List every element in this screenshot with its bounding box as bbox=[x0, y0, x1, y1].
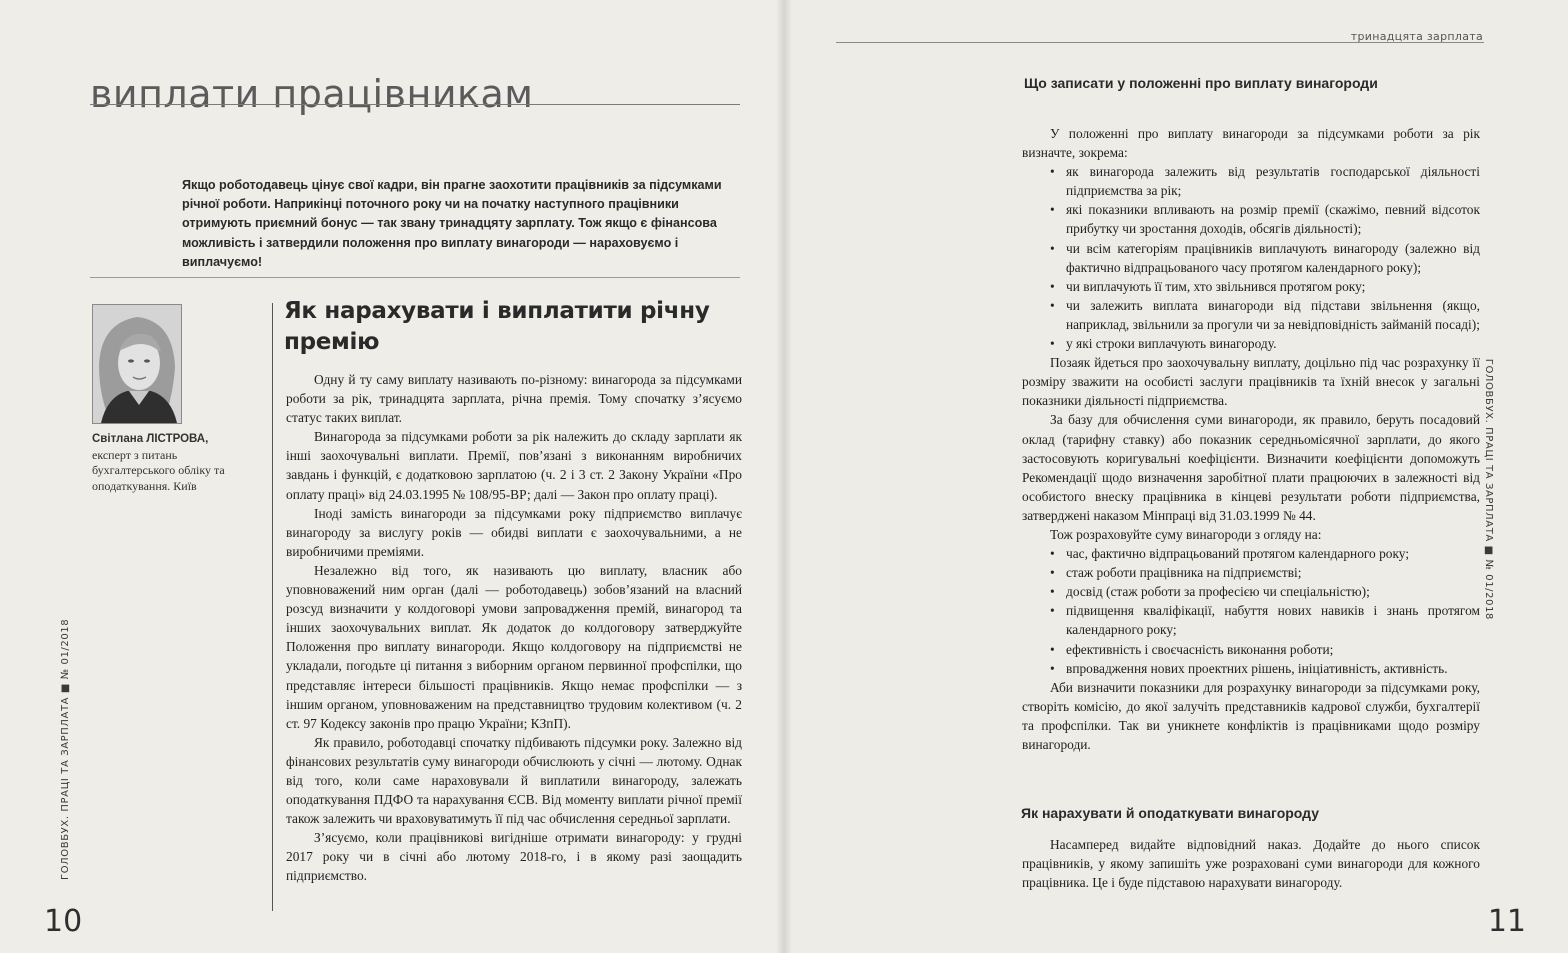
list-item: • підвищення кваліфікації, набуття нових навиків і знань протягом календарного року; bbox=[1022, 601, 1480, 639]
author-photo bbox=[92, 304, 182, 424]
column-divider bbox=[272, 303, 273, 911]
article-body-left bbox=[286, 370, 742, 886]
body-paragraph: Одну й ту саму виплату називають по-різному: винагорода за підсумками роботи за рік, тринадцята зарплата, річна премія. Тому спочатку з’ясуємо статус таких виплат. bbox=[286, 372, 742, 426]
body-paragraph: Насамперед видайте відповідний наказ. Додайте до нього список працівників, у якому запишіть уже розраховані суми винагороди для кожного працівника. Це і буде підставою нарахувати винагороду. bbox=[1022, 837, 1480, 891]
page-number: 10 bbox=[44, 904, 83, 939]
author-portrait-image bbox=[93, 305, 181, 423]
header-divider bbox=[836, 42, 1484, 43]
conditions-list bbox=[1022, 162, 1480, 353]
list-item: • чи виплачують її тим, хто звільнився протягом року; bbox=[1022, 277, 1480, 296]
author-description: експерт з питань бухгалтерського обліку та оподаткування. Київ bbox=[92, 447, 225, 493]
body-paragraph: З’ясуємо, коли працівникові вигідніше отримати винагороду: у грудні 2017 року чи в січні або лютому 2018-го, і в якому разі заощадить підприємство. bbox=[286, 830, 742, 884]
title-divider bbox=[90, 104, 740, 105]
subheading: Що записати у положенні про виплату винагороди bbox=[1024, 75, 1378, 91]
list-item: • які показники впливають на розмір премії (скажімо, певний відсоток прибутку чи зростання доходів, обсягів діяльності); bbox=[1022, 200, 1480, 238]
body-paragraph: Винагорода за підсумками роботи за рік належить до складу зарплати як інші заохочувальні виплати. Премії, пов’язані з виконанням виробничих завдань і функцій, є додатковою зарплатою (ч. 2 і 3 ст. 2 Закону України «Про оплату праці» від 24.03.1995 № 108/95-ВР; далі — Закон про оплату праці). bbox=[286, 429, 742, 502]
body-paragraph: Позаяк йдеться про заохочувальну виплату, доцільно під час розрахунку її розміру зважити на особисті заслуги працівників та їхній внесок у загальні показники діяльності підприємства. bbox=[1022, 355, 1480, 409]
journal-name-vertical: ГОЛОВБУХ. ПРАЦІ ТА ЗАРПЛАТА ■ № 01/2018 bbox=[1483, 358, 1494, 620]
journal-name-vertical: ГОЛОВБУХ. ПРАЦІ ТА ЗАРПЛАТА ■ № 01/2018 bbox=[60, 618, 71, 880]
list-item: • як винагорода залежить від результатів господарської діяльності підприємства за рік; bbox=[1022, 162, 1480, 200]
article-body-right-end bbox=[1022, 835, 1480, 892]
page-number: 11 bbox=[1487, 904, 1526, 939]
body-paragraph: Іноді замість винагороди за підсумками року підприємство виплачує винагороду за вислугу років — обидві виплати є заохочувальними, а не виробничими преміями. bbox=[286, 505, 742, 559]
lead-divider bbox=[90, 277, 740, 278]
lead-paragraph bbox=[182, 176, 730, 272]
body-paragraph: За базу для обчислення суми винагороди, як правило, беруть посадовий оклад (тарифну ставку) або показник середньомісячної зарплати, до якого застосовують коригувальні коефіцієнти. Визначити коефіцієнти допоможуть Рекомендації щодо визначення заробітної плати працюючих в залежності від особистого внеску працівника в кінцеві результати роботи підприємства, затверджені наказом Мінпраці від 31.03.1999 № 44. bbox=[1022, 412, 1480, 523]
list-item: • чи залежить виплата винагороди від підстави звільнення (якщо, наприклад, звільнили за прогули чи за невідповідність займаній посаді); bbox=[1022, 296, 1480, 334]
body-paragraph: Аби визначити показники для розрахунку винагороди за підсумками року, створіть комісію, до якої залучіть представників кадрової служби, бухгалтерії та профспілки. Так ви уникнете конфліктів із працівниками щодо розміру винагороди. bbox=[1022, 679, 1480, 752]
list-item: • досвід (стаж роботи за професією чи спеціальністю); bbox=[1022, 582, 1480, 601]
body-paragraph: Незалежно від того, як називають цю виплату, власник або уповноважений ним орган (далі — роботодавець) зобов’язаний на власний розсуд визначити у колдоговорі умови запровадження премій, винагород та інших заохочувальних виплат. Як додаток до колдоговору затверджуйте Положення про виплату винагороди. Якщо колдоговору на підприємстві не укладали, погодьте ці питання з виборним органом первинної профспілки, що представляє інтереси більшості працівників. Якщо немає профспілки — з іншим органом, уповноваженим на представництво трудовим колективом (ч. 2 ст. 97 Кодексу законів про працю України; КЗпП). bbox=[286, 562, 742, 731]
lead-text: Якщо роботодавець цінує свої кадри, він прагне заохотити працівників за підсумками річної роботи. Наприкінці поточного року чи на початку наступного працівники отримують приємний бонус — так звану тринадцяту зарплату. Тож якщо є фінансова можливість і затвердили положення про виплату винагороди — нараховуємо і виплачуємо! bbox=[182, 178, 722, 269]
list-item: • ефективність і своєчасність виконання роботи; bbox=[1022, 640, 1480, 659]
subheading: Як нарахувати й оподаткувати винагороду bbox=[1021, 805, 1320, 821]
section-title: виплати працівникам bbox=[90, 72, 534, 116]
body-paragraph: Тож розраховуйте суму винагороди з огляду на: bbox=[1050, 526, 1322, 542]
book-spine-shadow bbox=[776, 0, 792, 953]
list-item: • стаж роботи працівника на підприємстві; bbox=[1022, 563, 1480, 582]
body-paragraph: У положенні про виплату винагороди за підсумками роботи за рік визначте, зокрема: bbox=[1022, 126, 1480, 161]
body-paragraph: Як правило, роботодавці спочатку підбивають підсумки року. Залежно від фінансових результатів суму винагороди обчислюють у січні — лютому. Однак від того, коли саме нараховували й виплатили винагороду, залежать оподаткування ПДФО та нарахування ЄСВ. Від моменту виплати річної премії також залежить чи враховуватимуть її під час обчислення середньої зарплати. bbox=[286, 734, 742, 827]
author-name: Світлана ЛІСТРОВА, bbox=[92, 433, 209, 445]
list-item: • час, фактично відпрацьований протягом календарного року; bbox=[1022, 544, 1480, 563]
list-item: • у які строки виплачують винагороду. bbox=[1022, 334, 1480, 353]
author-credit bbox=[92, 432, 252, 494]
factors-list bbox=[1022, 544, 1480, 678]
right-page bbox=[784, 0, 1568, 953]
running-head: тринадцята зарплата bbox=[1350, 30, 1483, 43]
list-item: • чи всім категоріям працівників виплачують винагороду (залежно від фактично відпрацьованого часу протягом календарного року); bbox=[1022, 239, 1480, 277]
article-body-right bbox=[1022, 124, 1480, 754]
list-item: • впровадження нових проектних рішень, ініціативність, активність. bbox=[1022, 659, 1480, 678]
article-title: Як нарахувати і виплатити річну премію bbox=[284, 298, 710, 355]
